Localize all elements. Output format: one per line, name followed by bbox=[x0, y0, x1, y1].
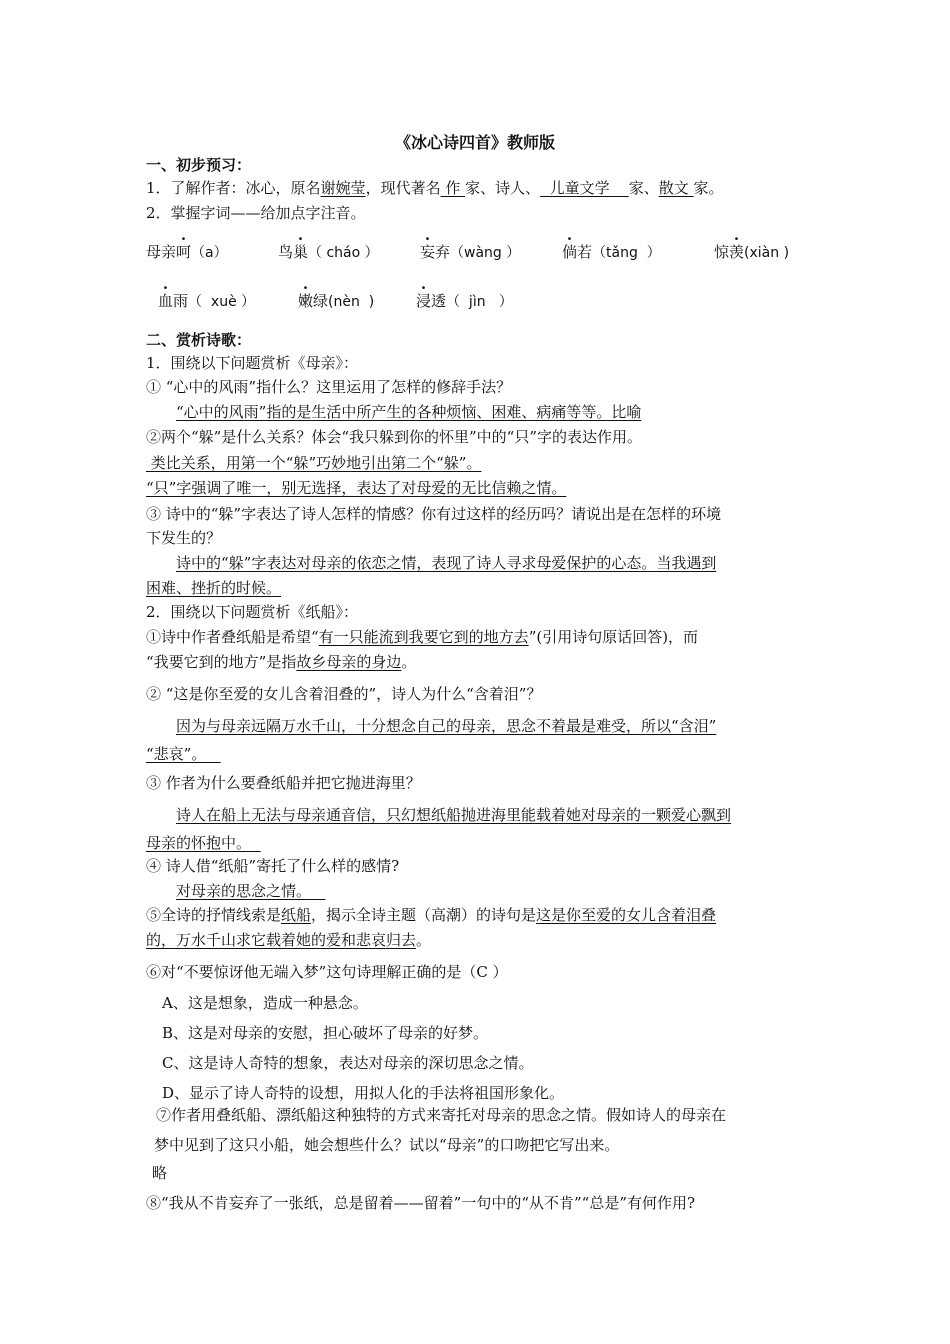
author-q-mid2: 家、诗人、 bbox=[465, 179, 541, 197]
pinyin-answer: （tǎng ） bbox=[592, 245, 661, 261]
answer-2-5a: 纸船 bbox=[281, 906, 312, 924]
question-1-2: ②两个“躲”是什么关系？体会“我只躲到你的怀里”中的“只”字的表达作用。 bbox=[146, 428, 643, 446]
answer-2-1b: 故乡母亲的身边 bbox=[296, 653, 402, 671]
author-answer-3: 散文 bbox=[658, 179, 694, 197]
answer-2-2a: 因为与母亲远隔万水千山，十分想念自己的母亲，思念不着最是难受，所以“含泪” bbox=[176, 717, 717, 735]
poem-1-prompt: 1．围绕以下问题赏析《母亲》： bbox=[146, 354, 359, 372]
question-2-2: ② “这是你至爱的女儿含着泪叠的”，诗人为什么“含着泪”？ bbox=[146, 685, 542, 703]
author-answer-2: 儿童文学 bbox=[540, 179, 629, 197]
pinyin-answer: （ cháo ） bbox=[308, 245, 379, 261]
option-a: A、这是想象，造成一种悬念。 bbox=[162, 994, 368, 1012]
section-2-heading: 二、赏析诗歌： bbox=[146, 331, 252, 349]
answer-2-3b: 母亲的怀抱中。 bbox=[146, 834, 261, 852]
pinyin-answer: （a） bbox=[191, 245, 228, 261]
vocab-item: 母亲呵（a） bbox=[146, 243, 228, 261]
question-2-5-cont: 的，万水千山求它载着她的爱和悲哀归去。 bbox=[146, 931, 432, 949]
dotted-char: 血 bbox=[158, 292, 174, 310]
question-1-1: ① “心中的风雨”指什么？这里运用了怎样的修辞手法？ bbox=[146, 378, 512, 396]
dotted-char: 嫩 bbox=[298, 292, 314, 310]
section-1-heading: 一、初步预习： bbox=[146, 156, 252, 174]
question-2-8: ⑧“我从不肯妄弃了一张纸，总是留着——留着”一句中的“从不肯”“总是”有何作用? bbox=[146, 1194, 696, 1212]
author-answer-1: 作 bbox=[440, 179, 466, 197]
answer-1-3a: 诗中的“躲”字表达对母亲的依恋之情，表现了诗人寻求母爱保护的心态。当我遇到 bbox=[176, 554, 717, 572]
answer-2-5c: 的，万水千山求它载着她的爱和悲哀归去 bbox=[146, 931, 417, 949]
question-2-1-cont: “我要它到的地方”是指故乡母亲的身边。 bbox=[146, 653, 417, 671]
author-q-end: 家。 bbox=[693, 179, 724, 197]
answer-1-1: “心中的风雨”指的是生活中所产生的各种烦恼、困难、病痛等等。比喻 bbox=[176, 403, 642, 421]
vocab-instruction: 2．掌握字词——给加点字注音。 bbox=[146, 204, 366, 222]
document-title: 《冰心诗四首》教师版 bbox=[394, 133, 555, 152]
vocab-item: 惊羡(xiàn ) bbox=[714, 243, 790, 261]
author-question bbox=[146, 178, 724, 198]
vocab-item: 嫩绿(nèn ) bbox=[298, 292, 375, 310]
question-1-3a: ③ 诗中的“躲”字表达了诗人怎样的情感？你有过这样的经历吗？请说出是在怎样的环境 bbox=[146, 505, 722, 523]
author-real-name: 谢婉莹 bbox=[320, 179, 366, 197]
dotted-char: 呵 bbox=[176, 243, 192, 261]
answer-2-1a: 有一只能流到我要它到的地方去 bbox=[318, 628, 529, 646]
vocab-item: 浸透（ jìn ） bbox=[416, 292, 513, 310]
question-1-3b: 下发生的？ bbox=[146, 529, 222, 547]
vocab-item: 倘若（tǎng ） bbox=[562, 243, 661, 261]
dotted-char: 倘 bbox=[562, 243, 578, 261]
answer-1-2b: “只”字强调了唯一，别无选择，表达了对母爱的无比信赖之情。 bbox=[146, 479, 567, 497]
answer-2-4: 对母亲的思念之情。 bbox=[176, 882, 326, 900]
option-d: D、显示了诗人奇特的设想，用拟人化的手法将祖国形象化。 bbox=[162, 1084, 565, 1102]
pinyin-answer: （ jìn ） bbox=[446, 294, 513, 310]
vocab-item: 鸟巢（ cháo ） bbox=[278, 243, 379, 261]
answer-1-2a: 类比关系，用第一个“躲”巧妙地引出第二个“躲”。 bbox=[146, 454, 482, 472]
dotted-char: 巢 bbox=[293, 243, 309, 261]
answer-2-7: 略 bbox=[152, 1164, 168, 1182]
author-q-mid3: 家、 bbox=[628, 179, 659, 197]
option-b: B、这是对母亲的安慰，担心破坏了母亲的好梦。 bbox=[162, 1024, 489, 1042]
pinyin-answer: (nèn ) bbox=[328, 294, 375, 310]
pinyin-answer: （ xuè ） bbox=[188, 294, 256, 310]
author-q-mid1: ，现代著名 bbox=[365, 179, 441, 197]
question-2-1: ①诗中作者叠纸船是希望“有一只能流到我要它到的地方去”(引用诗句原话回答)，而 bbox=[146, 628, 699, 646]
dotted-char: 妄 bbox=[420, 243, 436, 261]
question-2-7a: ⑦作者用叠纸船、漂纸船这种独特的方式来寄托对母亲的思念之情。假如诗人的母亲在 bbox=[156, 1106, 727, 1124]
author-q-prefix: 1．了解作者：冰心，原名 bbox=[146, 179, 321, 197]
vocab-item: 血雨（ xuè ） bbox=[158, 292, 256, 310]
pinyin-answer: （wàng ） bbox=[450, 245, 521, 261]
dotted-char: 浸 bbox=[416, 292, 432, 310]
answer-1-3b: 困难、挫折的时候。 bbox=[146, 579, 282, 597]
answer-2-5b: 这是你至爱的女儿含着泪叠 bbox=[536, 906, 717, 924]
question-2-3: ③ 作者为什么要叠纸船并把它抛进海里？ bbox=[146, 774, 421, 792]
option-c: C、这是诗人奇特的想象，表达对母亲的深切思念之情。 bbox=[162, 1054, 534, 1072]
answer-2-2b: “悲哀”。 bbox=[146, 745, 221, 763]
pinyin-answer: (xiàn ) bbox=[744, 245, 790, 261]
question-2-4: ④ 诗人借“纸船”寄托了什么样的感情? bbox=[146, 857, 400, 875]
question-2-5: ⑤全诗的抒情线索是纸船，揭示全诗主题（高潮）的诗句是这是你至爱的女儿含着泪叠 bbox=[146, 906, 717, 924]
answer-2-3a: 诗人在船上无法与母亲通音信，只幻想纸船抛进海里能载着她对母亲的一颗爱心飘到 bbox=[176, 806, 732, 824]
question-2-7b: 梦中见到了这只小船，她会想些什么？试以“母亲”的口吻把它写出来。 bbox=[154, 1136, 620, 1154]
question-2-6: ⑥对“不要惊讶他无端入梦”这句诗理解正确的是（C ） bbox=[146, 963, 508, 981]
poem-2-prompt: 2．围绕以下问题赏析《纸船》： bbox=[146, 603, 359, 621]
dotted-char: 羡 bbox=[729, 243, 745, 261]
vocab-item: 妄弃（wàng ） bbox=[420, 243, 521, 261]
